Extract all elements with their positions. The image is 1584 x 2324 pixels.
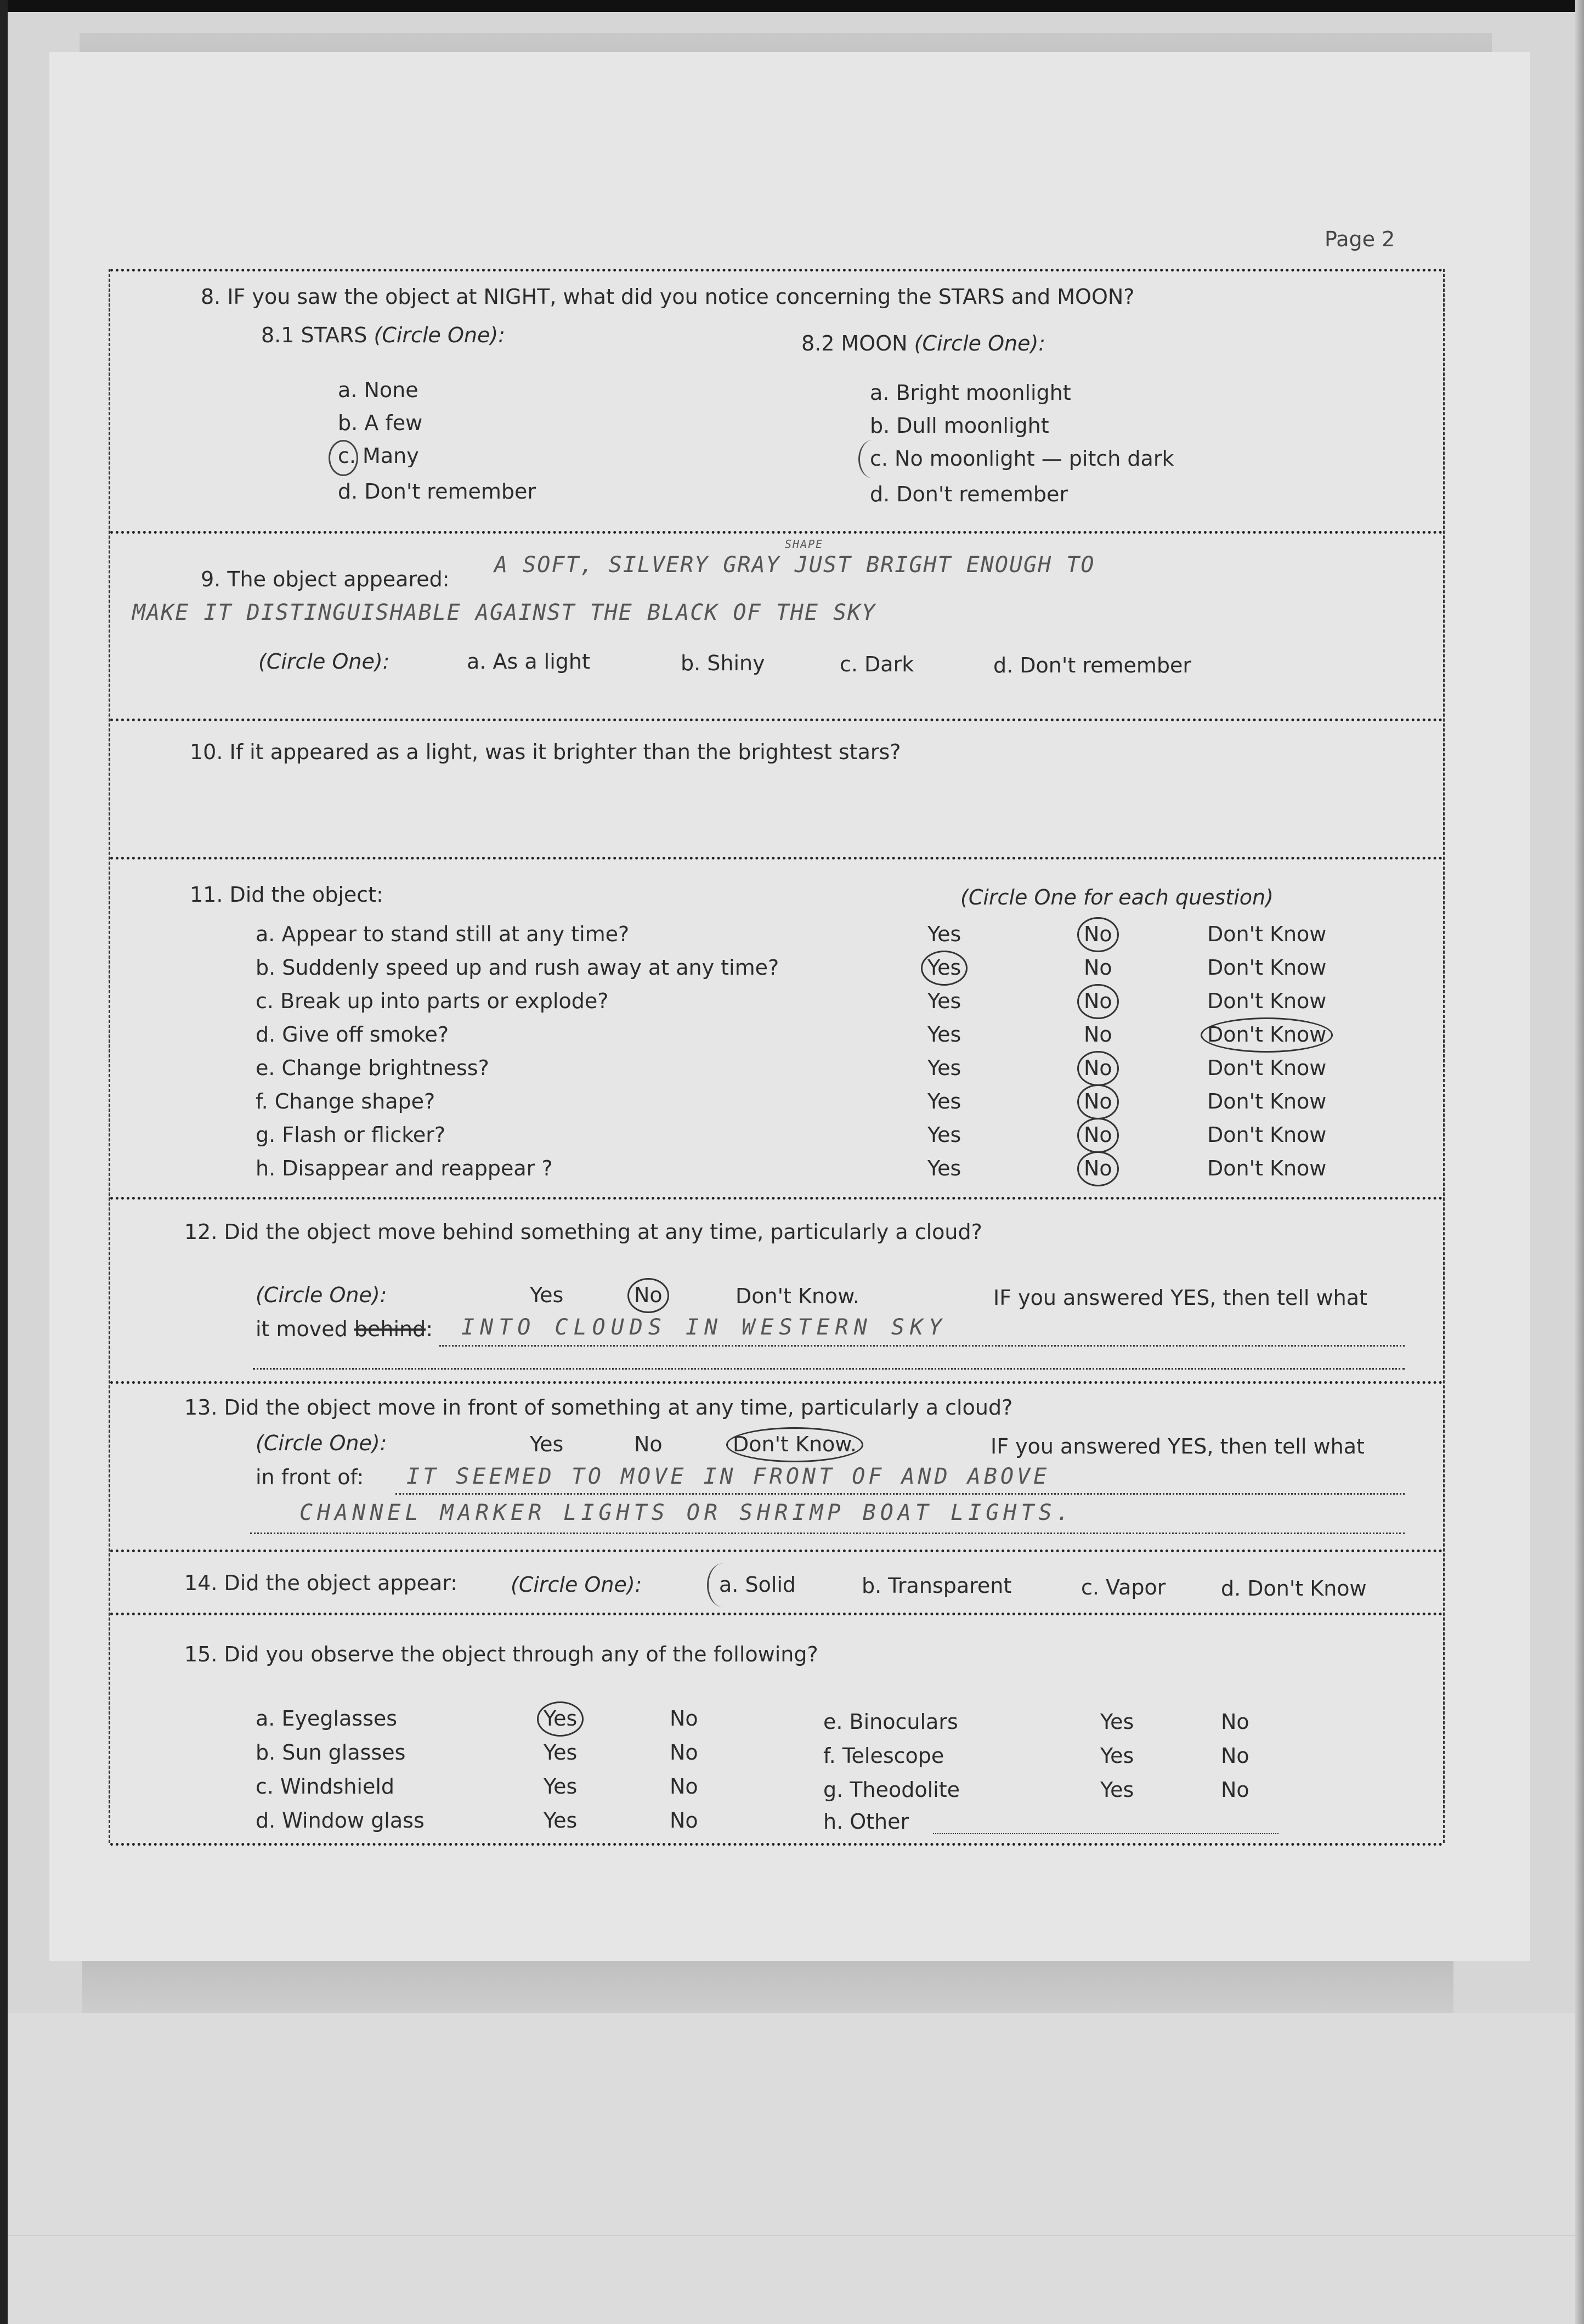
q11-row-label: h. Disappear and reappear ? (256, 1156, 553, 1180)
q12-option-dont-know[interactable]: Don't Know. (736, 1284, 859, 1308)
q11-row-label: d. Give off smoke? (256, 1022, 449, 1047)
q15-option-no[interactable]: No (670, 1740, 698, 1765)
moon-option-a[interactable]: a. Bright moonlight (870, 381, 1071, 405)
section-divider (110, 269, 1443, 272)
question-9-text: 9. The object appeared: (201, 567, 450, 591)
section-divider (110, 857, 1443, 860)
page-number: Page 2 (1325, 227, 1395, 251)
moon-option-d[interactable]: d. Don't remember (870, 482, 1068, 506)
q11-option-no[interactable]: No (1084, 1022, 1112, 1047)
q12-prefix-text: it moved (256, 1317, 348, 1341)
q15-option-no[interactable]: No (670, 1706, 698, 1731)
q13-followup-prefix: in front of: (256, 1465, 364, 1489)
q11-option-yes[interactable]: Yes (927, 1022, 961, 1047)
q11-option-dont-know[interactable]: Don't Know (1207, 989, 1327, 1013)
q12-followup-prefix (256, 1318, 433, 1342)
q9-option-b[interactable]: b. Shiny (681, 651, 765, 675)
q14-option-b[interactable]: b. Transparent (862, 1574, 1012, 1598)
handwritten-insert: SHAPE (785, 538, 824, 551)
stars-option-d[interactable]: d. Don't remember (338, 479, 536, 504)
stars-option-c[interactable]: c. Many (338, 444, 419, 468)
q15-item-label: c. Windshield (256, 1774, 395, 1799)
q11-option-dont-know[interactable]: Don't Know (1207, 955, 1327, 980)
section-divider (110, 1843, 1443, 1846)
q13-option-no[interactable]: No (634, 1432, 663, 1456)
q11-row-label: b. Suddenly speed up and rush away at any time? (256, 955, 779, 980)
selection-circle (858, 440, 887, 478)
answer-line (250, 1533, 1405, 1534)
scan-background (8, 2013, 1575, 2324)
scan-right-edge (1575, 0, 1584, 2324)
q11-option-no[interactable]: No (1084, 1056, 1112, 1080)
q15-option-yes[interactable]: Yes (1100, 1778, 1134, 1802)
q15-option-yes[interactable]: Yes (1100, 1710, 1134, 1734)
selection-circle (707, 1563, 739, 1607)
answer-line (395, 1493, 1405, 1495)
stars-hint: (Circle One): (374, 323, 505, 347)
q11-option-no[interactable]: No (1084, 955, 1112, 980)
q14-hint: (Circle One): (511, 1573, 642, 1597)
section-divider (110, 1197, 1443, 1200)
q13-option-dont-know[interactable]: Don't Know. (733, 1432, 857, 1456)
section-divider (110, 531, 1443, 534)
q11-option-no[interactable]: No (1084, 1089, 1112, 1113)
q12-option-yes[interactable]: Yes (530, 1283, 564, 1307)
q12-followup: IF you answered YES, then tell what (993, 1286, 1367, 1310)
q11-option-dont-know[interactable]: Don't Know (1207, 1056, 1327, 1080)
q11-option-dont-know[interactable]: Don't Know (1207, 1156, 1327, 1180)
q11-row-label: e. Change brightness? (256, 1056, 489, 1080)
q11-option-no[interactable]: No (1084, 1156, 1112, 1180)
q11-option-no[interactable]: No (1084, 1123, 1112, 1147)
moon-hint: (Circle One): (914, 331, 1046, 355)
stars-option-a[interactable]: a. None (338, 378, 418, 402)
other-answer-line (933, 1833, 1278, 1834)
selection-circle (329, 440, 358, 476)
q13-handwritten-line1[interactable]: IT SEEMED TO MOVE IN FRONT OF AND ABOVE (406, 1464, 1050, 1489)
q15-item-label: d. Window glass (256, 1808, 425, 1833)
q15-option-no[interactable]: No (670, 1808, 698, 1833)
q15-option-no[interactable]: No (1221, 1710, 1249, 1734)
question-14-text: 14. Did the object appear: (184, 1571, 458, 1595)
q15-option-no[interactable]: No (670, 1774, 698, 1799)
question-8-text: 8. IF you saw the object at NIGHT, what did you notice concerning the STARS and MOON? (201, 285, 1135, 309)
q9-option-d[interactable]: d. Don't remember (993, 653, 1191, 677)
answer-line (439, 1345, 1405, 1347)
scan-top-edge (0, 0, 1584, 12)
q11-option-yes[interactable]: Yes (927, 1056, 961, 1080)
question-13-text: 13. Did the object move in front of something at any time, particularly a cloud? (184, 1395, 1013, 1420)
q14-option-a[interactable]: a. Solid (719, 1573, 796, 1597)
q11-option-no[interactable]: No (1084, 989, 1112, 1013)
q11-row-label: f. Change shape? (256, 1089, 435, 1113)
q13-hint: (Circle One): (256, 1431, 387, 1455)
moon-option-c[interactable]: c. No moonlight — pitch dark (870, 446, 1174, 471)
q11-row-label: c. Break up into parts or explode? (256, 989, 609, 1013)
stars-heading-label: 8.1 STARS (261, 323, 367, 347)
q15-item-label: f. Telescope (823, 1744, 944, 1768)
q13-option-yes[interactable]: Yes (530, 1432, 564, 1456)
q15-item-label: e. Binoculars (823, 1710, 958, 1734)
q9-option-c[interactable]: c. Dark (840, 652, 914, 676)
handwritten-description-line1: A SOFT, SILVERY GRAY JUST BRIGHT ENOUGH TO (494, 552, 1095, 578)
q15-item-label: a. Eyeglasses (256, 1706, 398, 1731)
q9-hint: (Circle One): (258, 649, 390, 674)
q15-option-no[interactable]: No (1221, 1778, 1249, 1802)
q15-other-label: h. Other (823, 1810, 909, 1834)
questionnaire-form (109, 269, 1445, 1843)
stars-heading (261, 324, 505, 348)
q12-struck-word: behind (354, 1317, 426, 1341)
section-divider (110, 1613, 1443, 1615)
q11-option-dont-know[interactable]: Don't Know (1207, 1089, 1327, 1113)
q15-option-no[interactable]: No (1221, 1744, 1249, 1768)
q12-handwritten-answer[interactable]: INTO CLOUDS IN WESTERN SKY (461, 1315, 948, 1340)
q11-hint: (Circle One for each question) (960, 885, 1274, 909)
q15-item-label: g. Theodolite (823, 1778, 960, 1802)
q11-row-label: a. Appear to stand still at any time? (256, 922, 630, 946)
q12-colon: : (426, 1317, 433, 1341)
q11-option-dont-know[interactable]: Don't Know (1207, 1022, 1327, 1047)
q15-item-label: b. Sun glasses (256, 1740, 406, 1765)
q11-option-yes[interactable]: Yes (927, 955, 961, 980)
scan-left-edge (0, 0, 8, 2324)
q15-option-yes[interactable]: Yes (544, 1808, 578, 1833)
q13-handwritten-line2[interactable]: CHANNEL MARKER LIGHTS OR SHRIMP BOAT LIGHTS. (299, 1500, 1074, 1525)
q11-option-yes[interactable]: Yes (927, 989, 961, 1013)
moon-heading (801, 332, 1045, 356)
section-divider (110, 1550, 1443, 1552)
q15-option-yes[interactable]: Yes (544, 1740, 578, 1765)
question-15-text: 15. Did you observe the object through any of the following? (184, 1642, 818, 1666)
answer-line (253, 1368, 1405, 1370)
q11-option-dont-know[interactable]: Don't Know (1207, 922, 1327, 946)
q11-row-label: g. Flash or flicker? (256, 1123, 446, 1147)
q14-option-c[interactable]: c. Vapor (1081, 1575, 1166, 1599)
q14-option-d[interactable]: d. Don't Know (1221, 1576, 1367, 1601)
moon-heading-label: 8.2 MOON (801, 331, 908, 355)
q13-followup: IF you answered YES, then tell what (991, 1434, 1365, 1458)
section-divider (110, 1381, 1443, 1384)
scan-fold-line (8, 2235, 1575, 2236)
section-divider (110, 719, 1443, 721)
stars-option-b[interactable]: b. A few (338, 411, 423, 435)
q12-hint: (Circle One): (256, 1283, 387, 1307)
question-10-text: 10. If it appeared as a light, was it brighter than the brightest stars? (190, 740, 901, 764)
q15-option-yes[interactable]: Yes (544, 1706, 578, 1731)
question-12-text: 12. Did the object move behind something at any time, particularly a cloud? (184, 1220, 982, 1244)
q12-option-no[interactable]: No (634, 1283, 663, 1307)
q15-option-yes[interactable]: Yes (544, 1774, 578, 1799)
q9-option-a[interactable]: a. As a light (467, 649, 590, 674)
q11-option-yes[interactable]: Yes (927, 1123, 961, 1147)
q15-option-yes[interactable]: Yes (1100, 1744, 1134, 1768)
q11-option-yes[interactable]: Yes (927, 1156, 961, 1180)
q11-option-no[interactable]: No (1084, 922, 1112, 946)
q11-option-yes[interactable]: Yes (927, 1089, 961, 1113)
q11-option-yes[interactable]: Yes (927, 922, 961, 946)
handwritten-description-line2: MAKE IT DISTINGUISHABLE AGAINST THE BLACK OF THE SKY (132, 600, 876, 625)
q11-option-dont-know[interactable]: Don't Know (1207, 1123, 1327, 1147)
moon-option-b[interactable]: b. Dull moonlight (870, 414, 1049, 438)
question-11-text: 11. Did the object: (190, 883, 383, 907)
